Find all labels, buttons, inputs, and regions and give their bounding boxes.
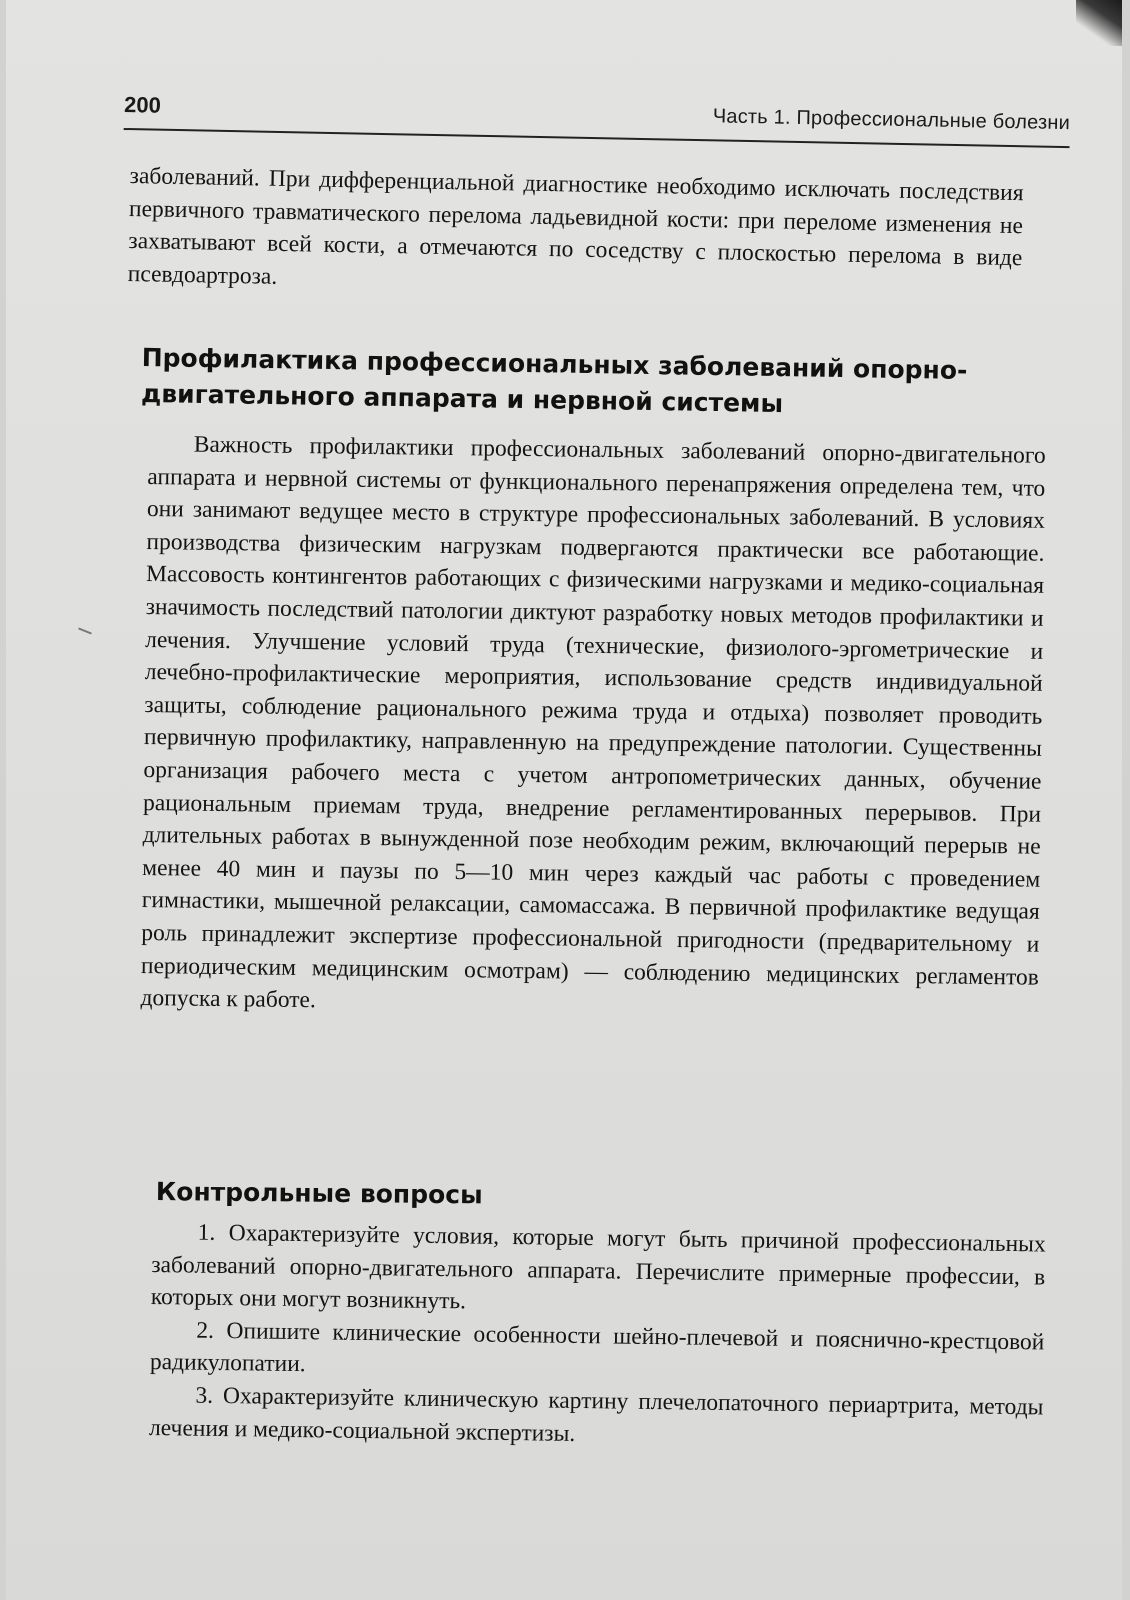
book-page (6, 0, 1122, 1600)
intro-paragraph-block (127, 160, 1023, 308)
question-item-1 (151, 1216, 1046, 1326)
question-item-3 (149, 1379, 1044, 1457)
question-text: Охарактеризуйте условия, которые могут быть причиной профессиональных заболеваний опорно-двигательного аппарата. Перечислите примерные профессии, в которых они могут возникнуть. (150, 1220, 1046, 1315)
page-corner-shadow (1076, 0, 1122, 46)
question-item-2 (150, 1314, 1045, 1392)
question-text: Охарактеризуйте клиническую картину плечелопаточного периартрита, методы лечения и медико-социальной экспертизы. (148, 1382, 1044, 1447)
margin-mark (78, 627, 92, 634)
running-title: Часть 1. Профессиональные болезни (712, 105, 1071, 135)
questions-title: Контрольные вопросы (155, 1176, 483, 1210)
page-number: 200 (123, 92, 162, 118)
question-number: 3. (195, 1382, 214, 1409)
question-text: Опишите клинические особенности шейно-плечевой и пояснично-крестцовой радикулопатии. (149, 1317, 1045, 1378)
page-header (124, 92, 1071, 150)
section-body-block (140, 428, 1046, 1026)
questions-list (149, 1216, 1046, 1457)
question-number: 1. (197, 1219, 216, 1246)
section-title: Профилактика профессиональных заболеваний опорно-двигательного аппарата и нервной системы (140, 342, 968, 419)
section-body: Важность профилактики профессиональных заболеваний опорно-двигательного аппарата и нервной системы от функционального перенапряжения определена тем, что они занимают ведущее место в структуре профессиональных заболеваний. В условиях производства физическим нагрузкам подвергаются практически все работающие. Массовость контингентов работающих с физическими нагрузками и медико-социальная значимость последствий патологии диктуют разработку новых методов профилактики и лечения. Улучшение условий труда (технические, физиолого-эргометрические и лечебно-профилактические мероприятия, использование средств индивидуальной защиты, соблюдение рационального режима труда и отдыха) позволяет проводить первичную профилактику, направленную на предупреждение патологии. Существенны организация рабочего места с учетом антропометрических данных, обучение рациональным приемам труда, внедрение регламентированных перерывов. При длительных работах в вынужденной позе необходим режим, включающий перерыв не менее 40 мин и паузы по 5—10 мин через каждый час работы с проведением гимнастики, мышечной релаксации, самомассажа. В первичной профилактике ведущая роль принадлежит экспертизе профессиональной пригодности (предварительному и периодическим медицинским осмотрам) — соблюдению медицинских регламентов допуска к работе. (140, 431, 1046, 1014)
question-number: 2. (196, 1317, 215, 1344)
intro-paragraph: заболеваний. При дифференциальной диагностике необходимо исключать последствия первичного травматического перелома ладьевидной кости: при переломе изменения не захватывают всей кости, а отмечаются по соседству с плоскостью перелома в виде псевдоартроза. (127, 162, 1024, 290)
